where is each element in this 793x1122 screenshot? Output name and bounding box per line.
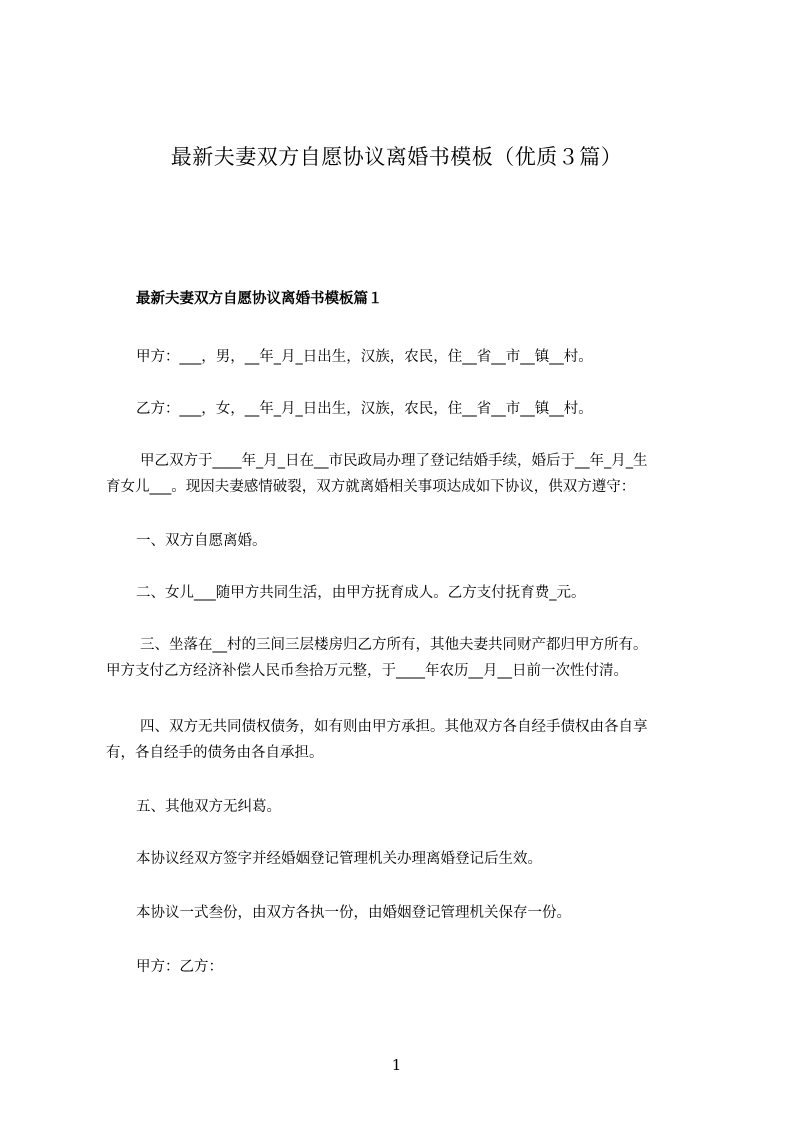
clause-3-paragraph (106, 632, 706, 684)
effective-text: 本协议经双方签字并经婚姻登记管理机关办理离婚登记后生效。 (136, 851, 542, 867)
party-b-paragraph (136, 396, 736, 422)
party-b-text: 乙方：___，女，__年_月_日出生，汉族，农民，住__省__市__镇__村。 (136, 401, 593, 417)
party-a-text: 甲方：___，男，__年_月_日出生，汉族，农民，住__省__市__镇__村。 (136, 349, 593, 365)
clause-3-line-1: 三、坐落在__村的三间三层楼房归乙方所有，其他夫妻共同财产都归甲方所有。 (140, 637, 648, 653)
clause-1-paragraph (136, 528, 736, 554)
copies-paragraph (136, 900, 736, 926)
clause-2-text: 二、女儿___随甲方共同生活，由甲方抚育成人。乙方支付抚育费_元。 (136, 585, 586, 601)
effective-paragraph (136, 846, 736, 872)
page-number: 1 (391, 1056, 402, 1074)
section-heading: 最新夫妻双方自愿协议离婚书模板篇１ (136, 291, 383, 307)
document-title: 最新夫妻双方自愿协议离婚书模板（优质３篇） (170, 145, 623, 169)
clause-3-line-2: 甲方支付乙方经济补偿人民币叁拾万元整，于____年农历__月__日前一次性付清。 (106, 663, 628, 679)
clause-5-text: 五、其他双方无纠葛。 (136, 799, 281, 815)
background-line-2: 育女儿___。现因夫妻感情破裂，双方就离婚相关事项达成如下协议，供双方遵守： (106, 479, 636, 495)
signature-paragraph (136, 954, 736, 980)
background-paragraph (106, 448, 706, 500)
signature-text: 甲方：乙方： (136, 959, 223, 975)
clause-1-text: 一、双方自愿离婚。 (136, 533, 267, 549)
clause-4-line-1: 四、双方无共同债权债务，如有则由甲方承担。其他双方各自经手债权由各自享 (140, 719, 648, 735)
clause-2-paragraph (136, 580, 736, 606)
clause-4-line-2: 有，各自经手的债务由各自承担。 (106, 745, 324, 761)
clause-4-paragraph (106, 714, 706, 766)
party-a-paragraph (136, 344, 736, 370)
copies-text: 本协议一式叁份，由双方各执一份，由婚姻登记管理机关保存一份。 (136, 905, 571, 921)
background-line-1: 甲乙双方于____年_月_日在__市民政局办理了登记结婚手续，婚后于__年_月_生 (140, 453, 648, 469)
clause-5-paragraph (136, 794, 736, 820)
